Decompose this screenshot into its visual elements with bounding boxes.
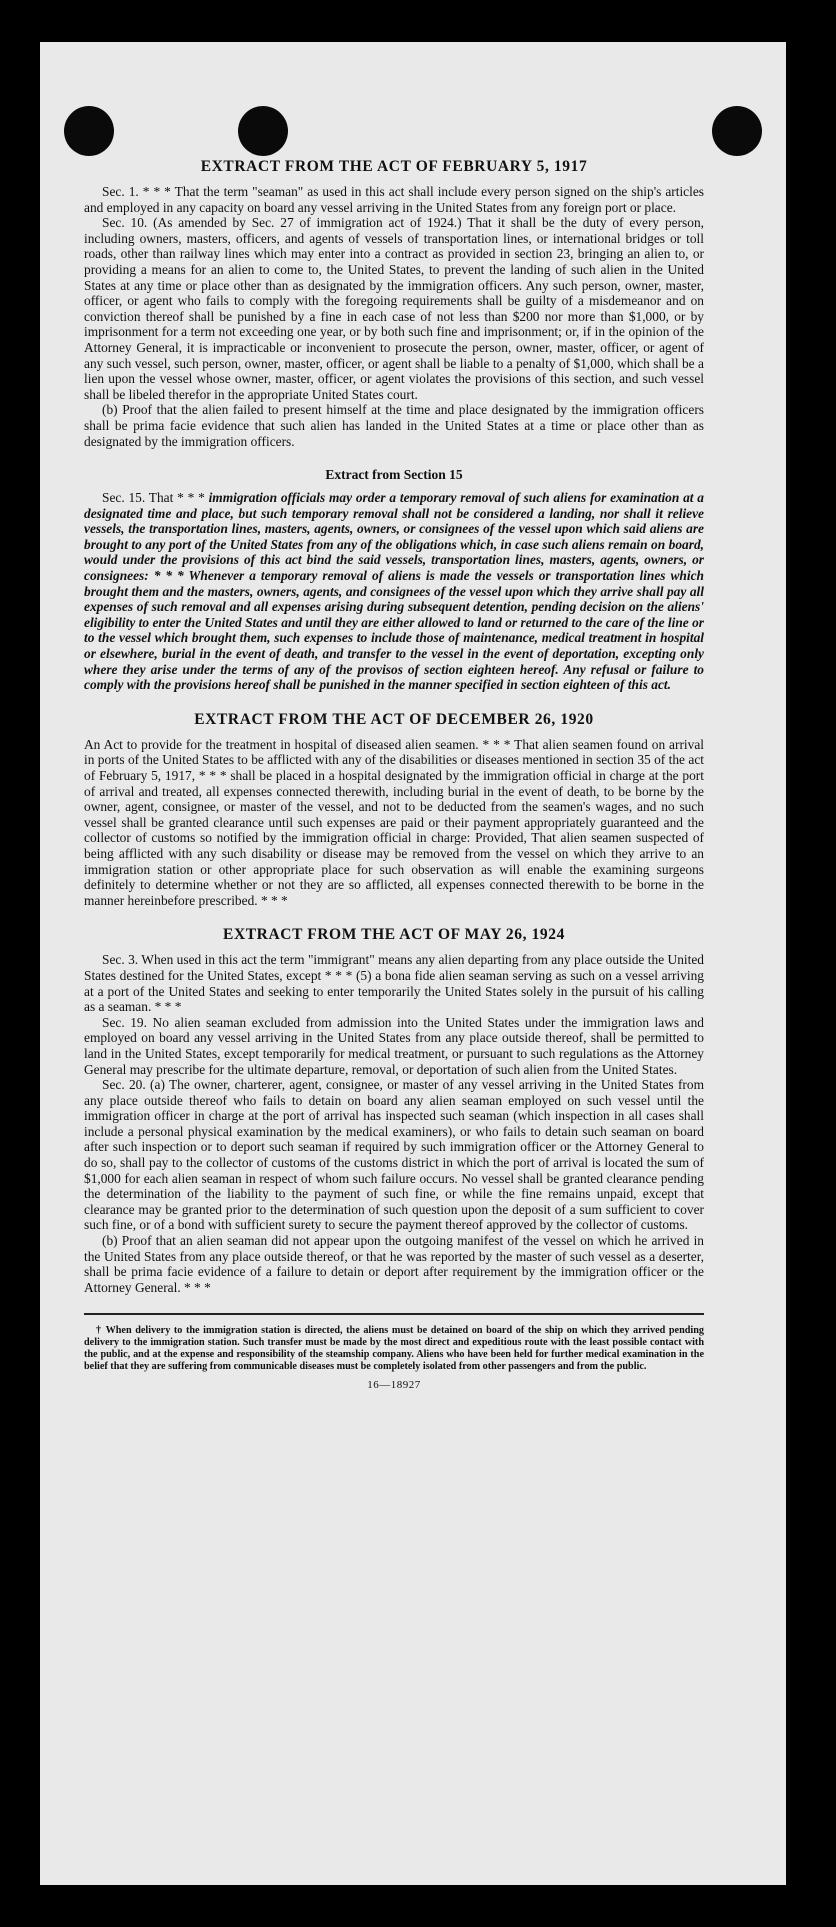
footnote-divider	[84, 1313, 704, 1315]
form-number: 16—18927	[367, 1379, 421, 1392]
paragraph: Sec. 19. No alien seaman excluded from admission into the United States under the immigration laws and employed on board any vessel arriving in the United States from any place outside thereof, shall be permitted to land in the United States, except temporarily for medical treatment, or pursuant to such regulations as the Attorney General may prescribe for the ultimate departure, removal, or deportation of such alien from the United States.	[84, 1014, 704, 1077]
paragraph: Sec. 3. When used in this act the term "immigrant" means any alien departing from any place outside the United States destined for the United States, except * * * (5) a bona fide alien seaman serving as such on a vessel arriving at a port of the United States and seeking to enter temporarily the United States solely in the pursuit of his calling as a seaman. * * *	[84, 952, 704, 1015]
paragraph: Sec. 1. * * * That the term "seaman" as used in this act shall include every person signed on the ship's articles and employed in any capacity on board any vessel arriving in the United States from any foreign port or place.	[84, 184, 704, 215]
section-15	[84, 467, 704, 693]
footnote-text: † When delivery to the immigration station is directed, the aliens must be detained on board of the ship on which they arrived pending delivery to the immigration station. Such transfer must be made by the most direct and expeditious route with the least possible contact with the public, and at the expense and responsibility of the steamship company. Aliens who have been held for further medical examination in the belief that they are suffering from communicable diseases must be completely isolated from other passengers and from the public.	[84, 1325, 704, 1373]
section-lead: Sec. 15. That * * *	[102, 490, 209, 506]
paragraph: (b) Proof that the alien failed to present himself at the time and place designated by the immigration officers shall be prima facie evidence that such alien has landed in the United States at a time or place other than as designated by the immigration officers.	[84, 402, 704, 449]
paragraph: (b) Proof that an alien seaman did not appear upon the outgoing manifest of the vessel on which he arrived in the United States from any place outside thereof, or that he was reported by the master of such vessel as a deserter, shall be prima facie evidence of a failure to detain or deport after requirement by the immigration officer or the Attorney General. * * *	[84, 1233, 704, 1295]
punch-hole	[238, 106, 288, 156]
italic-text: immigration officials may order a temporary removal of such aliens for examination at a designated time and place, but such temporary removal shall not be considered a landing, nor shall it relieve vessels, the transportation lines, masters, agents, owners, or consignees of the vessel upon which said aliens are brought to any port of the United States from any of the obligations which, in case such aliens remain on board, would under the provisions of this act bind the said vessels, transportation lines, masters, agents, owners, or consignees: * * * Whenever a temporary removal of aliens is made the vessels or transportation lines which brought them and the masters, owners, agents, and consignees of the vessel upon which they arrive shall pay all expenses of such removal and all expenses arising during subsequent detention, pending decision on the aliens' eligibility to enter the United States and until they are either allowed to land or returned to the care of the line or to the vessel which brought them, such expenses to include those of maintenance, medical treatment in hospital or elsewhere, burial in the event of death, and transfer to the vessel in the event of deportation, excepting only where they arise under the terms of any of the provisos of section eighteen hereof. Any refusal or failure to comply with the provisions hereof shall be punished in the manner specified in section eighteen of this act.	[84, 490, 705, 693]
paragraph: Sec. 10. (As amended by Sec. 27 of immigration act of 1924.) That it shall be the duty of every person, including owners, masters, officers, and agents of vessels of transportation lines, or international bridges or toll roads, other than railway lines which may enter into a contract as provided in section 23, bringing an alien to, or providing a means for an alien to come to, the United States, to prevent the landing of such alien in the United States at any time or place other than as designated by the immigration officers. Any such person, owner, master, officer, or agent who fails to comply with the foregoing requirements shall be guilty of a misdemeanor and on conviction thereof shall be punished by a fine in each case of not less than $200 nor more than $1,000, or by imprisonment for a term not exceeding one year, or by both such fine and imprisonment; or, if in the opinion of the Attorney General, it is impracticable or inconvenient to prosecute the person, owner, master, officer, or agent of any such vessel, such person, owner, master, officer, or agent shall be liable to a penalty of $1,000, which shall be a lien upon the vessel whose owner, master, officer, or agent violates the provisions of this section, and such vessel shall be libeled therefor in the appropriate United States court.	[84, 215, 704, 402]
punch-hole	[712, 106, 762, 156]
paragraph: An Act to provide for the treatment in hospital of diseased alien seamen. * * * That alien seamen found on arrival in ports of the United States to be afflicted with any of the disabilities or diseases mentioned in section 35 of the act of February 5, 1917, * * * shall be placed in a hospital designated by the immigration official in charge at the port of arrival and treated, all expenses connected therewith, including burial in the event of death, to be borne by the owner, agent, consignee, or master of the vessel, and not to be deducted from the seamen's wages, and no such vessel shall be granted clearance until such expenses are paid or their payment appropriately guaranteed and the collector of customs so notified by the immigration official in charge: Provided, That alien seamen suspected of being afflicted with any such disability or disease may be removed from the vessel on which they arrive to an immigration station or other appropriate place for such observation as will enable the examining surgeons definitely to determine whether or not they are so afflicted, all expenses connected therewith to be borne in the manner hereinbefore prescribed. * * *	[84, 736, 704, 908]
act-1920-section	[84, 711, 704, 909]
subsection-heading: Extract from Section 15	[325, 467, 463, 483]
section-heading: EXTRACT FROM THE ACT OF MAY 26, 1924	[223, 926, 565, 944]
footnote	[84, 1325, 704, 1373]
act-1924-section	[84, 926, 704, 1295]
section-heading: EXTRACT FROM THE ACT OF FEBRUARY 5, 1917	[200, 158, 588, 175]
paragraph: Sec. 20. (a) The owner, charterer, agent, consignee, or master of any vessel arriving in the United States from any place outside thereof who fails to detain on board any alien seaman employed on such vessel until the immigration officer in charge at the port of arrival has inspected such seaman (which inspection in all cases shall include a personal physical examination by the medical examiners), or who fails to detain such seaman on board after such inspection or to deport such seaman if required by such immigration officer or the Attorney General to do so, shall pay to the collector of customs of the customs district in which the port of arrival is located the sum of $1,000 for each alien seaman in respect of whom such failure occurs. No vessel shall be granted clearance pending the determination of the liability to the payment of such fine, or while the fine remains unpaid, except that clearance may be granted prior to the determination of such question upon the deposit of a sum sufficient to cover such fine, or of a bond with sufficient surety to secure the payment thereof approved by the collector of customs.	[84, 1077, 704, 1233]
punch-hole	[64, 106, 114, 156]
document-body	[84, 158, 704, 1391]
paragraph	[84, 490, 704, 693]
section-heading: EXTRACT FROM THE ACT OF DECEMBER 26, 1920	[194, 710, 594, 728]
act-1917-section	[84, 158, 704, 449]
